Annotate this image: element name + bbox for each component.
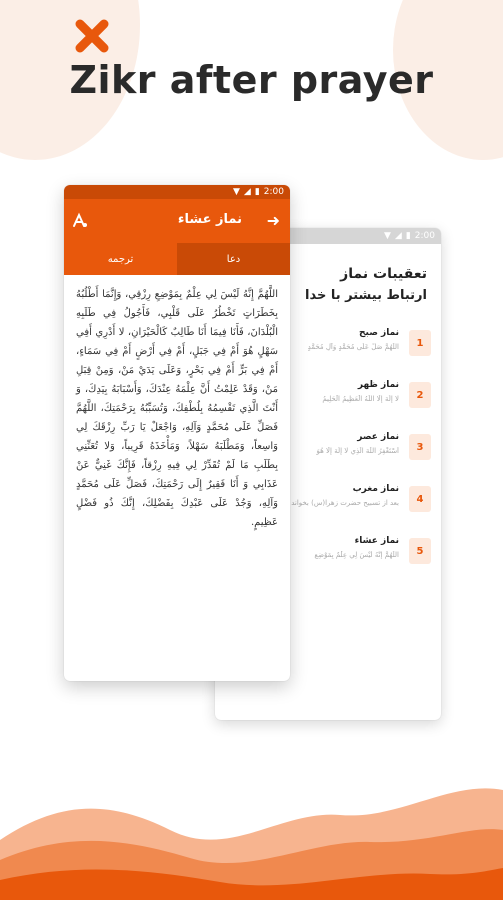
battery-icon: ▮ — [254, 187, 260, 197]
item-preview: لا إِلَهَ إِلَّا اللَّهُ الْعَظِيمُ الْحَلِيمُ — [322, 395, 399, 403]
promo-headline: Zikr after prayer — [69, 58, 434, 102]
item-preview: أَسْتَغْفِرُ اللَّهَ الَّذِي لا إِلَهَ إِلَّا هُوَ — [316, 447, 399, 455]
decorative-waves — [0, 770, 503, 900]
status-time: 2:00 — [263, 187, 284, 197]
back-arrow-icon[interactable]: ➜ — [266, 211, 280, 230]
screen-title: تعقیبات نماز — [340, 266, 427, 282]
item-preview: اللَّهُمَّ إِنَّهُ لَيْسَ لِي عِلْمٌ بِمَوْضِعِ — [314, 551, 399, 559]
item-number: 4 — [409, 486, 431, 512]
tab-bar — [64, 243, 290, 275]
signal-icon: ◢ — [243, 187, 251, 197]
prayer-text: اللَّهُمَّ إِنَّهُ لَيْسَ لِي عِلْمٌ بِمَوْضِعِ رِزْقِي، وَإِنَّمَا أَطْلُبُهُ بِخَطَرَاتٍ تَخْطُرُ عَلَى قَلْبِي، فَأَجُولُ فِي طَلَبِهِ الْبُلْدَانَ، فَأَنَا فِيمَا أَنَا طَالِبٌ كَالْحَيْرَانِ، لا أَدْرِي أَفِي سَهْلٍ هُوَ أَمْ فِي جَبَلٍ، أَمْ فِي أَرْضٍ أَمْ فِي سَمَاءٍ، أَمْ فِي بَرٍّ أَمْ فِي بَحْرٍ، وَعَلَى يَدَيْ مَنْ، وَمِنْ قِبَلِ مَنْ، وَقَدْ عَلِمْتُ أَنَّ عِلْمَهُ عِنْدَكَ، وَأَسْبَابَهُ بِيَدِكَ، وَ أَنْتَ الَّذِي تَقْسِمُهُ بِلُطْفِكَ، وَتُسَبِّبُهُ بِرَحْمَتِكَ، اللَّهُمَّ فَصَلِّ عَلَى مُحَمَّدٍ وَآلِهِ، وَاجْعَلْ يَا رَبِّ رِزْقَكَ لِي وَاسِعاً، وَمَطْلَبَهُ سَهْلاً، وَمَأْخَذَهُ قَرِيباً، وَلا تُعَنِّنِي بِطَلَبِ مَا لَمْ تُقَدِّرْ لِي فِيهِ رِزْقاً، فَإِنَّكَ غَنِيٌّ عَنْ عَذَابِي وَ أَنَا فَقِيرٌ إِلَى رَحْمَتِكَ، فَصَلِّ عَلَى مُحَمَّدٍ وَآلِهِ، وَجُدْ عَلَى عَبْدِكَ بِفَضْلِكَ، إِنَّكَ ذُو فَضْلٍ عَظِيمٍ. — [76, 289, 278, 528]
app-logo-icon — [72, 16, 112, 56]
signal-icon: ◢ — [394, 231, 402, 241]
item-name: نماز صبح — [359, 328, 399, 338]
tab-prayer[interactable]: دعا — [177, 243, 290, 275]
item-name: نماز مغرب — [352, 484, 399, 494]
item-name: نماز عصر — [357, 432, 399, 442]
battery-icon: ▮ — [405, 231, 411, 241]
phone-screen-prayer-detail — [64, 185, 290, 681]
item-number: 3 — [409, 434, 431, 460]
app-bar — [64, 199, 290, 243]
font-settings-icon[interactable] — [71, 212, 89, 230]
item-preview: بعد از تسبیح حضرت زهرا(س) بخواند — [291, 499, 399, 507]
tab-translation[interactable]: ترجمه — [64, 243, 177, 275]
item-name: نماز ظهر — [357, 380, 399, 390]
wifi-icon: ▼ — [383, 231, 391, 241]
item-name: نماز عشاء — [354, 536, 399, 546]
status-time: 2:00 — [414, 231, 435, 241]
item-preview: اللَّهُمَّ صَلِّ عَلَى مُحَمَّدٍ وَآلِ مُحَمَّدٍ — [307, 343, 399, 351]
wifi-icon: ▼ — [232, 187, 240, 197]
item-number: 2 — [409, 382, 431, 408]
screen-subtitle: ارتباط بیشتر با خدا — [305, 288, 427, 303]
item-number: 1 — [409, 330, 431, 356]
screen-title: نماز عشاء — [177, 212, 242, 227]
item-number: 5 — [409, 538, 431, 564]
status-bar — [64, 185, 290, 199]
